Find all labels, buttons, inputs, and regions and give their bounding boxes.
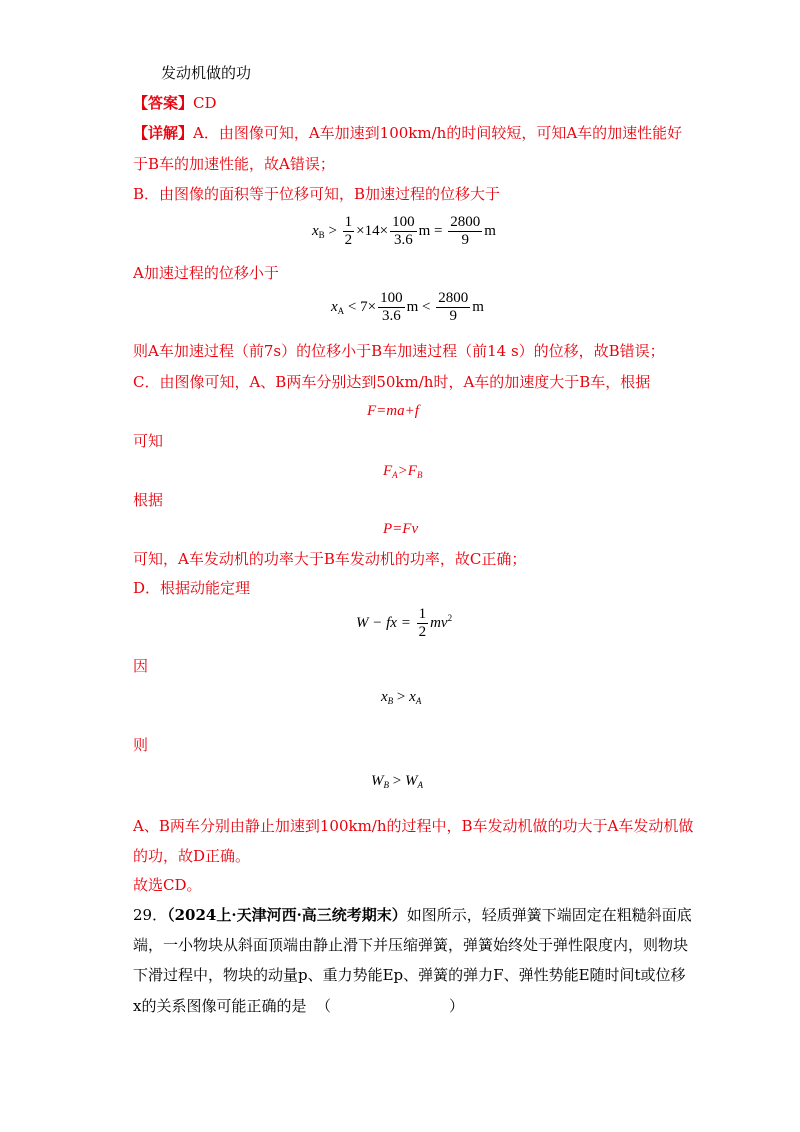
eq2-frac2-num: 2800: [438, 290, 469, 306]
eq1-frac3: [448, 214, 482, 249]
equation-power: P=Fv: [383, 521, 419, 537]
eq6-sup: 2: [447, 612, 453, 623]
detail-line-d-conclusion2: 的功，故D正确。: [133, 847, 251, 865]
equation-xb: [312, 214, 496, 249]
detail-line-genju: 根据: [133, 491, 164, 509]
detail-line-b-conclusion: 则A车加速过程（前7s）的位移小于B车加速过程（前14 s）的位移，故B错误；: [133, 342, 665, 360]
question-29-text1: 如图所示，轻质弹簧下端固定在粗糙斜面底: [406, 906, 692, 924]
eq4-f1: F: [383, 463, 393, 479]
equation-work-energy: [356, 606, 452, 641]
eq4-f2: F: [407, 463, 417, 479]
eq2-unit: m: [472, 298, 484, 315]
answer-paren-open: （: [316, 997, 332, 1015]
eq1-var: x: [312, 222, 319, 239]
eq1-frac2: [390, 214, 417, 249]
eq8-s2: A: [417, 780, 423, 790]
eq2-frac1-den: 3.6: [378, 307, 405, 325]
equation-disp-compare: [381, 687, 421, 711]
eq6-frac: [417, 606, 429, 641]
eq2-frac1-num: 100: [380, 290, 403, 306]
eq8-s1: B: [383, 780, 389, 790]
eq1-gt: >: [324, 222, 341, 239]
question-source: （2024上·天津河西·高三统考期末）: [167, 906, 407, 924]
eq7-gt: >: [393, 689, 410, 705]
eq1-frac1-den: 2: [344, 232, 353, 248]
question-29-line1: [133, 905, 692, 925]
question-29-text4: x的关系图像可能正确的是: [133, 997, 307, 1015]
eq6-rhs: mv: [430, 614, 448, 631]
eq1-frac1-num: 1: [344, 214, 353, 230]
eq2-frac2: [436, 290, 470, 325]
answer-line: [133, 93, 217, 113]
detail-line-d-conclusion1: A、B两车分别由静止加速到100km/h的过程中，B车发动机做的功大于A车发动机做: [133, 817, 694, 835]
eq2-frac1: [378, 290, 405, 325]
answer-paren-close: ）: [449, 997, 465, 1015]
eq1-frac3-den: 9: [448, 231, 482, 249]
question-29-line2: 端，一小物块从斜面顶端由静止滑下并压缩弹簧，弹簧始终处于弹性限度内，则物块: [133, 936, 689, 954]
eq4-gt: >: [397, 463, 408, 479]
eq1-unit2: m: [484, 222, 496, 239]
eq2-lt: < 7×: [344, 298, 377, 315]
eq7-s1: B: [387, 696, 394, 706]
detail-line-ze: 则: [133, 736, 149, 754]
eq4-sub-b: B: [416, 470, 423, 480]
eq7-x2: x: [409, 689, 416, 705]
detail-line-b1: B．由图像的面积等于位移可知，B加速过程的位移大于: [133, 185, 501, 203]
eq8-w2: W: [404, 773, 418, 789]
detail-line-a2: 于B车的加速性能，故A错误；: [133, 155, 335, 173]
eq1-frac2-den: 3.6: [390, 231, 417, 249]
eq6-den: 2: [418, 624, 427, 640]
eq8-gt: >: [389, 773, 405, 789]
detail-line-c-conclusion: 可知，A车发动机的功率大于B车发动机的功率，故C正确；: [133, 550, 527, 568]
eq1-frac3-num: 2800: [450, 214, 481, 230]
equation-force-compare: [383, 461, 422, 485]
detail-line-a1: [133, 123, 682, 143]
eq2-var: x: [331, 298, 338, 315]
answer-value: CD: [193, 94, 217, 112]
detail-line-yin: 因: [133, 657, 149, 675]
equation-work-compare: [371, 771, 423, 795]
eq6-num: 1: [418, 606, 427, 622]
eq1-frac2-num: 100: [392, 214, 415, 230]
equation-xa: [331, 290, 484, 325]
eq8-w1: W: [371, 773, 384, 789]
question-29-line3: 下滑过程中，物块的动量p、重力势能Ep、弹簧的弹力F、弹性势能E随时间t或位移: [133, 966, 686, 984]
detail-line-kezhi: 可知: [133, 432, 164, 450]
eq1-mid: ×14×: [356, 222, 389, 239]
eq2-mid: m <: [406, 298, 435, 315]
eq2-sub: A: [337, 305, 345, 316]
question-29-line4: [133, 996, 464, 1016]
eq6-lhs: W − fx =: [356, 614, 415, 631]
eq2-frac2-den: 9: [436, 307, 470, 325]
eq1-sub: B: [318, 229, 325, 240]
detail-label: 【详解】: [133, 124, 194, 142]
eq4-sub-a: A: [392, 470, 398, 480]
eq1-unit1: m =: [418, 222, 447, 239]
detail-a-text: A．由图像可知，A车加速到100km/h的时间较短，可知A车的加速性能好: [193, 124, 683, 142]
detail-line-a-disp: A加速过程的位移小于: [133, 264, 279, 282]
detail-line-c1: C．由图像可知，A、B两车分别达到50km/h时，A车的加速度大于B车，根据: [133, 373, 651, 391]
text-line-intro: 发动机做的功: [161, 64, 252, 82]
detail-line-d1: D．根据动能定理: [133, 579, 251, 597]
question-number: 29．: [133, 906, 168, 924]
equation-newton: F=ma+f: [367, 403, 419, 419]
eq1-frac1: [343, 214, 355, 249]
eq7-s2: A: [415, 696, 422, 706]
eq7-x1: x: [381, 689, 388, 705]
detail-line-gu-xuan: 故选CD。: [133, 876, 202, 894]
answer-label: 【答案】: [133, 94, 194, 112]
